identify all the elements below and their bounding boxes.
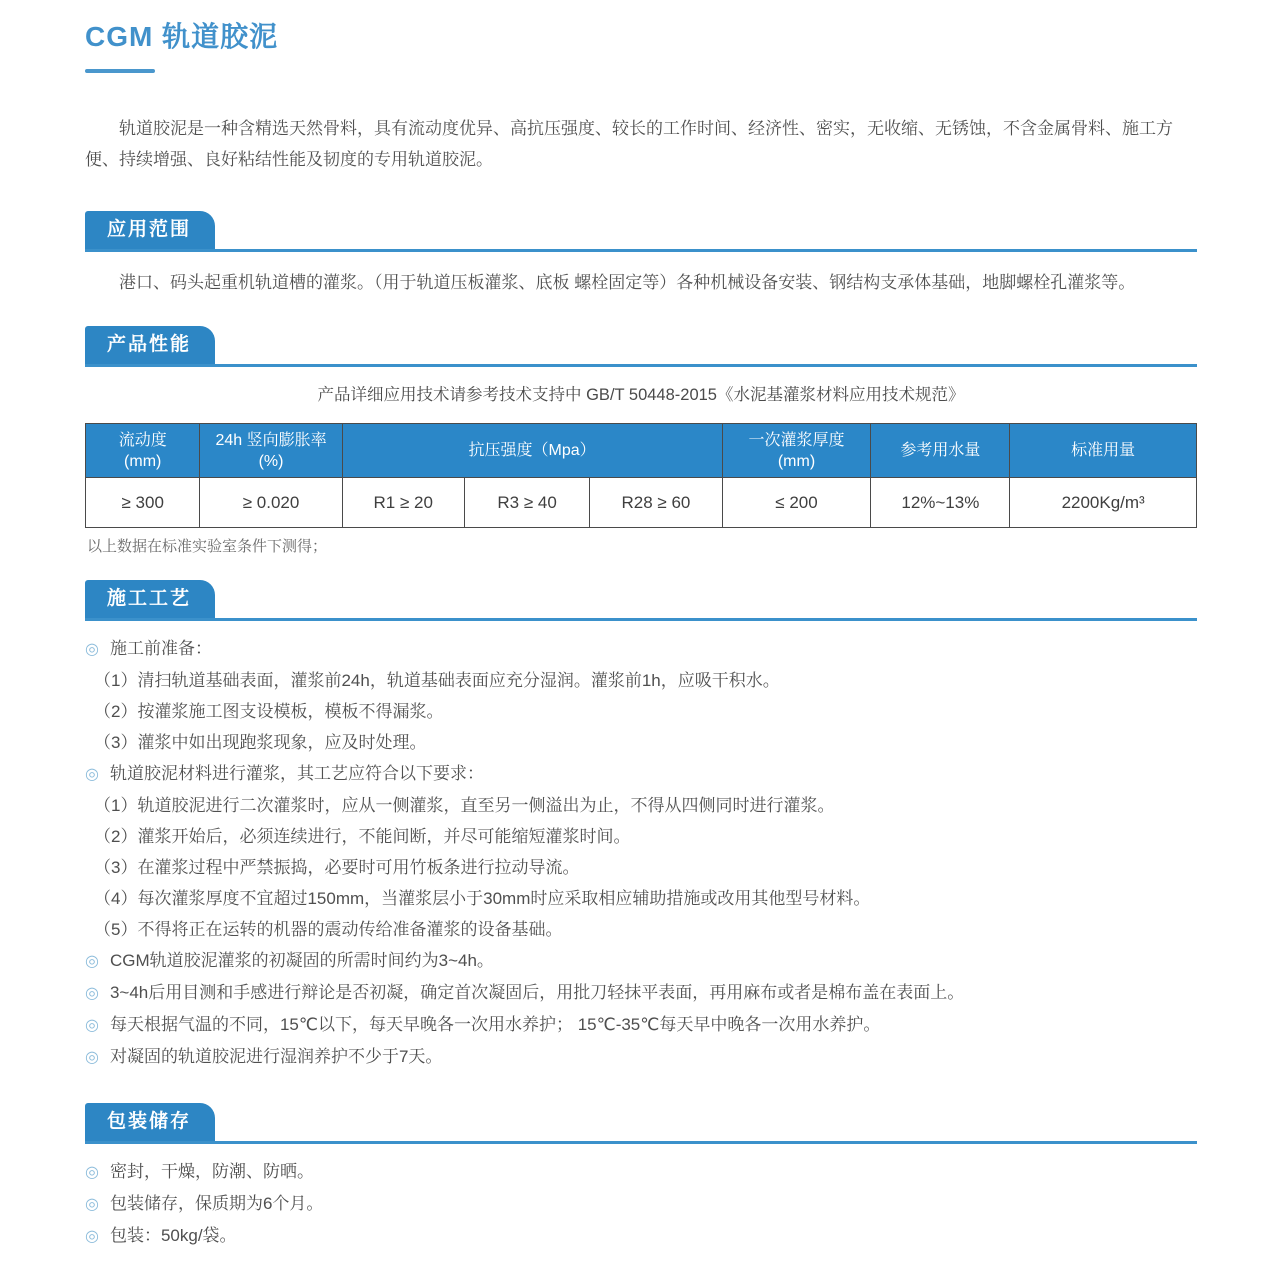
col-header-standard-dosage (1010, 424, 1197, 478)
page-title: CGM 轨道胶泥 (85, 21, 279, 52)
bullet-list-item (85, 1009, 1197, 1041)
spec-value-cell: 2200Kg/m³ (1010, 478, 1197, 528)
list-item-text: （3）灌浆中如出现跑浆现象，应及时处理。 (94, 733, 427, 752)
col-header-unit: (mm) (777, 452, 816, 470)
list-item-text: 密封，干燥，防潮、防晒。 (109, 1162, 314, 1181)
spec-table (85, 423, 1197, 528)
numbered-sub-item (85, 852, 1197, 883)
bullseye-bullet-icon: ◎ (85, 1164, 99, 1181)
bullet-list-item (85, 1188, 1197, 1220)
bullet-list-item (85, 945, 1197, 977)
col-header-text: 一次灌浆厚度 (748, 431, 845, 449)
list-item-text: 对凝固的轨道胶泥进行湿润养护不少于7天。 (109, 1047, 443, 1066)
performance-reference-text: 产品详细应用技术请参考技术支持中 GB/T 50448-2015《水泥基灌浆材料应用技术规范》 (317, 386, 965, 404)
list-item-text: （2）按灌浆施工图支设模板，模板不得漏浆。 (94, 702, 444, 721)
section-header-performance (85, 326, 1197, 367)
list-item-text: 包装储存，保质期为6个月。 (109, 1194, 324, 1213)
col-header-text: 流动度 (118, 431, 167, 449)
numbered-sub-item (85, 914, 1197, 945)
list-item-text: 轨道胶泥材料进行灌浆，其工艺应符合以下要求： (109, 764, 484, 783)
spec-value-cell: R1 ≥ 20 (342, 478, 464, 528)
section-header-application (85, 211, 1197, 252)
list-item-text: （4）每次灌浆厚度不宜超过150mm，当灌浆层小于30mm时应采取相应辅助措施或改用其他型号材料。 (94, 889, 871, 908)
col-header-text: 抗压强度（Mpa） (468, 442, 596, 459)
bullseye-bullet-icon: ◎ (85, 1196, 99, 1213)
bullet-list-item (85, 1156, 1197, 1188)
numbered-sub-item (85, 790, 1197, 821)
bullet-list-item (85, 1220, 1197, 1252)
list-item-text: 3~4h后用目测和手感进行辩论是否初凝，确定首次凝固后，用批刀轻抹平表面，再用麻布或者是棉布盖在表面上。 (109, 983, 965, 1002)
list-item-text: （1）清扫轨道基础表面，灌浆前24h，轨道基础表面应充分湿润。灌浆前1h，应吸干积水。 (94, 671, 780, 690)
spec-value-cell: ≥ 300 (86, 478, 200, 528)
col-header-flowability (86, 424, 200, 478)
spec-value-cell: ≥ 0.020 (200, 478, 342, 528)
section-tab-application: 应用范围 (85, 211, 215, 249)
section-process (85, 580, 1197, 1073)
numbered-sub-item (85, 883, 1197, 914)
list-item-text: 每天根据气温的不同，15℃以下，每天早晚各一次用水养护； 15℃-35℃每天早中晚各一次用水养护。 (109, 1015, 881, 1034)
list-item-text: CGM轨道胶泥灌浆的初凝固的所需时间约为3~4h。 (109, 951, 494, 970)
intro-paragraph: 轨道胶泥是一种含精选天然骨料，具有流动度优异、高抗压强度、较长的工作时间、经济性、密实，无收缩、无锈蚀，不含金属骨料、施工方便、持续增强、良好粘结性能及韧度的专用轨道胶泥。 (85, 119, 1173, 169)
list-item-text: （3）在灌浆过程中严禁振捣，必要时可用竹板条进行拉动导流。 (94, 858, 580, 877)
section-header-process (85, 580, 1197, 621)
col-header-grouting-thickness (722, 424, 871, 478)
spec-value-cell: R28 ≥ 60 (590, 478, 722, 528)
section-application (85, 211, 1197, 298)
application-body-text: 港口、码头起重机轨道槽的灌浆。（用于轨道压板灌浆、底板 螺栓固定等）各种机械设备安装、钢结构支承体基础，地脚螺栓孔灌浆等。 (119, 273, 1136, 292)
col-header-expansion (200, 424, 342, 478)
numbered-sub-item (85, 821, 1197, 852)
spec-value-cell: ≤ 200 (722, 478, 871, 528)
bullseye-bullet-icon: ◎ (85, 1049, 99, 1066)
spec-value-cell: 12%~13% (871, 478, 1010, 528)
list-item-text: 包装：50kg/袋。 (109, 1226, 237, 1245)
col-header-text: 参考用水量 (900, 442, 981, 459)
table-footnote: 以上数据在标准实验室条件下测得； (87, 538, 328, 555)
col-header-text: 24h 竖向膨胀率 (215, 431, 327, 449)
list-item-text: 施工前准备： (109, 639, 212, 658)
spec-table-header-row (86, 424, 1197, 478)
list-item-text: （5）不得将正在运转的机器的震动传给准备灌浆的设备基础。 (94, 920, 563, 939)
section-header-packaging (85, 1103, 1197, 1144)
bullseye-bullet-icon: ◎ (85, 1017, 99, 1034)
col-header-text: 标准用量 (1071, 442, 1136, 459)
bullseye-bullet-icon: ◎ (85, 1228, 99, 1245)
section-tab-process: 施工工艺 (85, 580, 215, 618)
section-tab-performance: 产品性能 (85, 326, 215, 364)
bullseye-bullet-icon: ◎ (85, 766, 99, 783)
spec-table-value-row (86, 478, 1197, 528)
spec-value-cell: R3 ≥ 40 (464, 478, 590, 528)
col-header-unit: (mm) (124, 452, 162, 470)
process-list (85, 633, 1197, 1073)
list-item-text: （2）灌浆开始后，必须连续进行，不能间断，并尽可能缩短灌浆时间。 (94, 827, 631, 846)
section-tab-packaging: 包装储存 (85, 1103, 215, 1141)
bullseye-bullet-icon: ◎ (85, 985, 99, 1002)
section-packaging (85, 1103, 1197, 1252)
packaging-list (85, 1156, 1197, 1252)
bullseye-bullet-icon: ◎ (85, 953, 99, 970)
bullet-list-item (85, 633, 1197, 665)
numbered-sub-item (85, 727, 1197, 758)
list-item-text: （1）轨道胶泥进行二次灌浆时，应从一侧灌浆，直至另一侧溢出为止，不得从四侧同时进行灌浆。 (94, 796, 835, 815)
bullet-list-item (85, 977, 1197, 1009)
bullet-list-item (85, 758, 1197, 790)
numbered-sub-item (85, 696, 1197, 727)
bullseye-bullet-icon: ◎ (85, 641, 99, 658)
bullet-list-item (85, 1041, 1197, 1073)
title-underline (85, 69, 155, 73)
col-header-unit: (%) (258, 452, 284, 470)
section-performance (85, 326, 1197, 558)
col-header-water-ratio (871, 424, 1010, 478)
col-header-compressive-strength (342, 424, 722, 478)
numbered-sub-item (85, 665, 1197, 696)
